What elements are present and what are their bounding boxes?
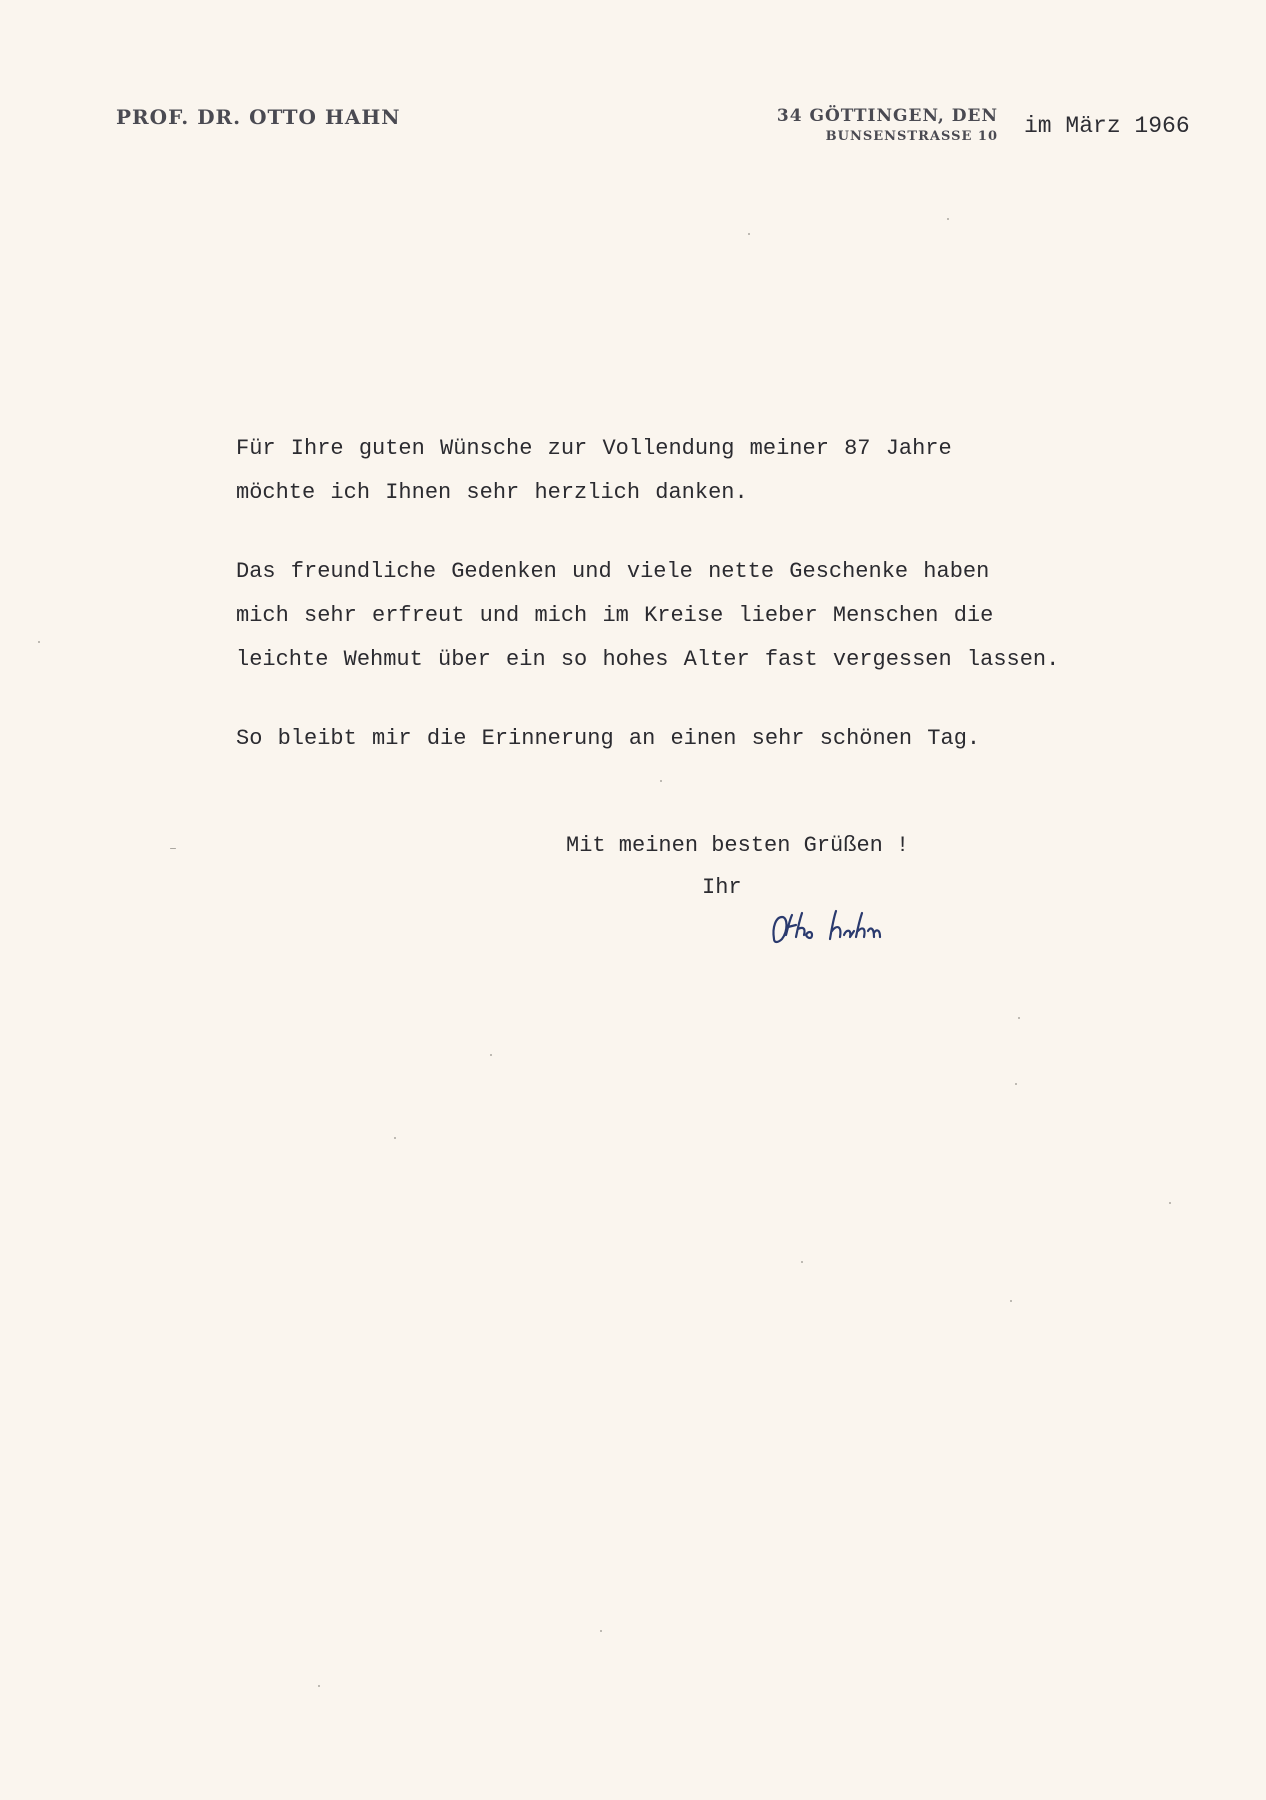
paper-speck: [394, 1137, 396, 1139]
body-line: Für Ihre guten Wünsche zur Vollendung meiner 87 Jahre: [236, 436, 952, 461]
body-line: möchte ich Ihnen sehr herzlich danken.: [236, 480, 748, 505]
letter-date: im März 1966: [1024, 113, 1190, 139]
closing-ihr: Ihr: [702, 875, 742, 900]
paper-speck: [38, 641, 40, 643]
paper-speck: [600, 1630, 602, 1632]
paper-speck: [170, 848, 176, 849]
paper-speck: [660, 780, 662, 782]
letter-body: [236, 427, 1096, 761]
paper-speck: [801, 1261, 803, 1263]
body-line: Das freundliche Gedenken und viele nette Geschenke haben: [236, 559, 990, 584]
body-line: So bleibt mir die Erinnerung an einen sehr schönen Tag.: [236, 726, 981, 751]
paper-speck: [1169, 1202, 1171, 1204]
paragraph-gifts: [236, 550, 1096, 682]
paragraph-thanks: [236, 427, 1096, 515]
address-city-line: 34 GÖTTINGEN, DEN: [776, 106, 998, 126]
letter-closing: [566, 825, 909, 909]
paper-speck: [1018, 1017, 1020, 1019]
paragraph-memory: [236, 717, 1096, 761]
address-street-line: BUNSENSTRASSE 10: [825, 129, 998, 144]
paper-speck: [1010, 1300, 1012, 1302]
handwritten-signature: [770, 905, 900, 961]
paper-speck: [318, 1685, 320, 1687]
closing-greeting: Mit meinen besten Grüßen !: [566, 833, 910, 858]
paper-speck: [490, 1054, 492, 1056]
body-line: mich sehr erfreut und mich im Kreise lieber Menschen die: [236, 603, 994, 628]
letterhead-address: [774, 105, 998, 147]
letterhead-name: PROF. DR. OTTO HAHN: [116, 105, 401, 129]
paper-speck: [1015, 1083, 1017, 1085]
paper-speck: [947, 218, 949, 220]
paper-speck: [748, 233, 750, 235]
body-line: leichte Wehmut über ein so hohes Alter fast vergessen lassen.: [236, 647, 1060, 672]
